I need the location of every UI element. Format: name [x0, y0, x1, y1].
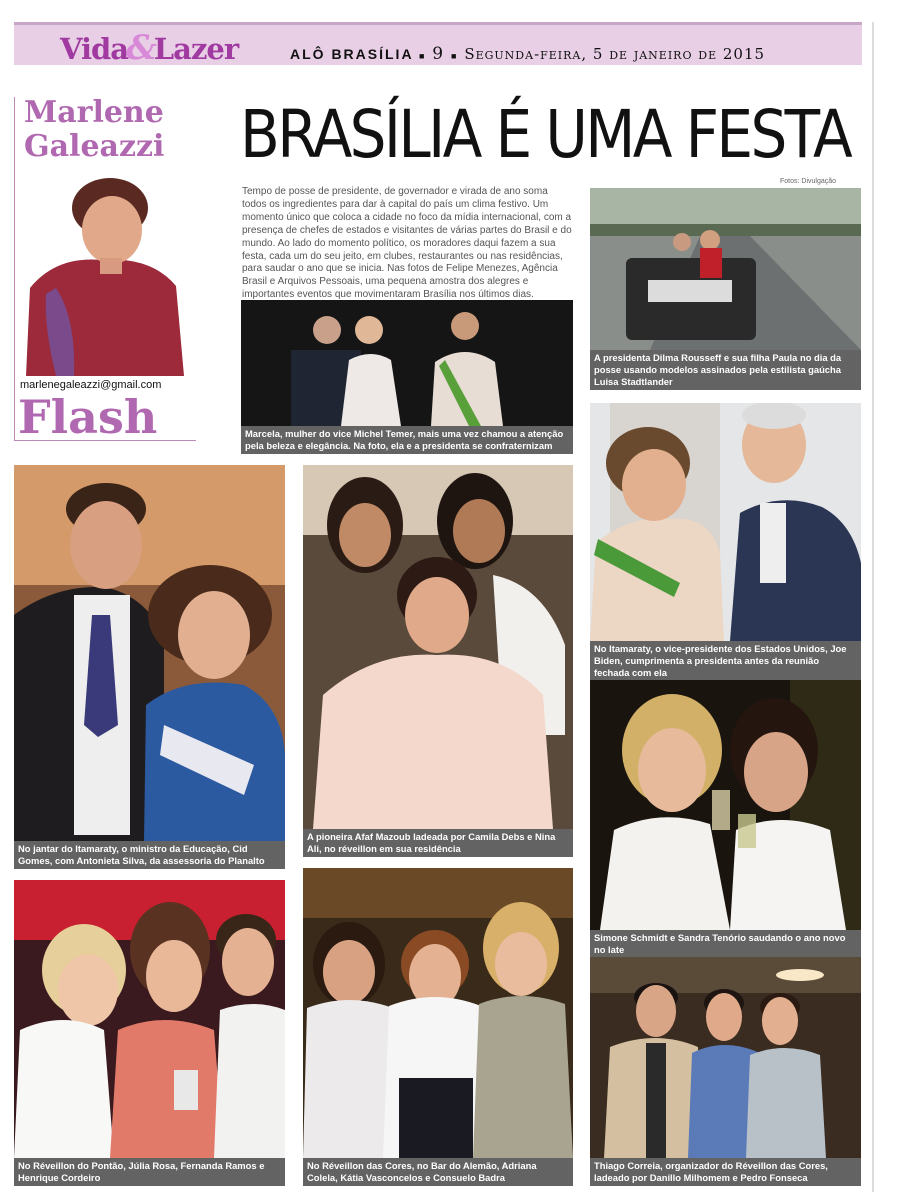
photo-afaf [303, 465, 573, 829]
photo-pontao [14, 880, 285, 1158]
photo-thiago [590, 957, 861, 1158]
columnist-email[interactable]: marlenegaleazzi@gmail.com [20, 379, 162, 391]
photo-cid [14, 465, 285, 841]
separator: ■ [450, 51, 459, 61]
issue-date: Segunda-feira, 5 de janeiro de 2015 [464, 45, 766, 63]
section-logo [60, 28, 238, 68]
caption-afaf: A pioneira Afaf Mazoub ladeada por Camila Debs e Nina Ali, no réveillon em sua residência [303, 829, 573, 857]
photo-simone [590, 680, 861, 930]
columnist-name [24, 96, 194, 164]
caption-thiago: Thiago Correia, organizador do Réveillon das Cores, ladeado por Danillo Milhomem e Pedro Fonseca [590, 1158, 861, 1186]
photo-dilma-car [590, 188, 861, 350]
page-number: 9 [432, 44, 446, 64]
photo-marcela [241, 300, 573, 426]
columnist-photo [16, 168, 186, 376]
column-name: Flash [18, 390, 158, 444]
headline: BRASÍLIA É UMA FESTA [240, 96, 851, 173]
section-logo-amp: & [126, 28, 156, 68]
section-logo-b: Lazer [153, 32, 239, 66]
caption-dilma-car: A presidenta Dilma Rousseff e sua filha Paula no dia da posse usando modelos assinados pela estilista gaúcha Luisa Stadtlander [590, 350, 861, 390]
photo-cores [303, 868, 573, 1158]
caption-cid: No jantar do Itamaraty, o ministro da Educação, Cid Gomes, com Antonieta Silva, da assessoria do Planalto [14, 841, 285, 869]
caption-biden: No Itamaraty, o vice-presidente dos Estados Unidos, Joe Biden, cumprimenta a presidenta antes da reunião fechada com ela [590, 641, 861, 681]
section-logo-a: Vida [60, 32, 129, 66]
columnist-first-name: Marlene [24, 95, 164, 130]
caption-cores: No Réveillon das Cores, no Bar do Alemão, Adriana Colela, Kátia Vasconcelos e Consuelo Badra [303, 1158, 573, 1186]
caption-simone: Simone Schmidt e Sandra Tenório saudando o ano novo no Iate [590, 930, 861, 958]
page-info [290, 44, 765, 64]
caption-marcela: Marcela, mulher do vice Michel Temer, mais uma vez chamou a atenção pela beleza e elegância. Na foto, ela e a presidenta se confraternizam [241, 426, 573, 454]
columnist-last-name: Galeazzi [24, 129, 165, 164]
page-edge [872, 22, 874, 1192]
separator: ■ [418, 51, 427, 61]
photo-credit: Fotos: Divulgação [780, 178, 837, 185]
intro-paragraph: Tempo de posse de presidente, de governador e virada de ano soma todos os ingredientes para dar à capital do país um clima festivo. Um momento único que coloca a cidade no foco da mídia internacional, com a presença de chefes de estados e visitantes de várias partes do Brasil e do mundo. Ao lado do momento político, os moradores daqui fazem a sua festa, cada um do seu jeito, em clubes, restaurantes ou nas residências, para saudar o ano que se inicia. Nas fotos de Felipe Menezes, Agência Brasil e Arquivos Pessoais, uma pequena amostra dos alegres e importantes eventos que movimentaram Brasília nos últimos dias. [242, 186, 572, 301]
paper-name: ALÔ BRASÍLIA [290, 46, 414, 62]
photo-biden [590, 403, 861, 641]
caption-pontao: No Réveillon do Pontão, Júlia Rosa, Fernanda Ramos e Henrique Cordeiro [14, 1158, 285, 1186]
